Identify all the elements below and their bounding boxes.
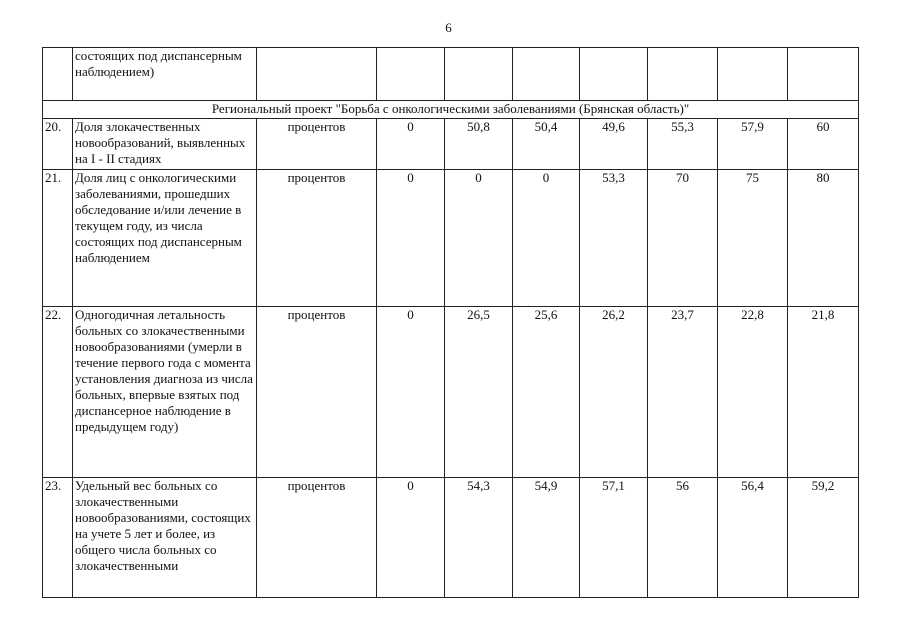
value-cell: [648, 48, 718, 101]
value-cell: 60: [788, 119, 859, 170]
indicator-name: состоящих под диспансерным наблюдением): [73, 48, 257, 101]
indicator-name: Удельный вес больных со злокачественными новообразованиями, состоящих на учете 5 лет и более, из общего числа больных со злокачественными: [73, 478, 257, 598]
value-cell: [718, 48, 788, 101]
indicator-name: Одногодичная летальность больных со злокачественными новообразованиями (умерли в течение первого года с момента установления диагноза из числа больных, впервые взятых под диспансерное наблюдение в предыдущем году): [73, 307, 257, 478]
table-row: [43, 48, 859, 101]
value-cell: [377, 48, 445, 101]
value-cell: [513, 48, 580, 101]
value-cell: 22,8: [718, 307, 788, 478]
row-number: 22.: [43, 307, 73, 478]
table-row: [43, 119, 859, 170]
value-cell: 26,5: [445, 307, 513, 478]
row-number: 20.: [43, 119, 73, 170]
value-cell: 54,3: [445, 478, 513, 598]
page-number: 6: [445, 20, 452, 35]
value-cell: 53,3: [580, 170, 648, 307]
value-cell: 0: [377, 170, 445, 307]
value-cell: 56: [648, 478, 718, 598]
value-cell: [788, 48, 859, 101]
value-cell: 54,9: [513, 478, 580, 598]
unit-cell: процентов: [257, 119, 377, 170]
row-number: 23.: [43, 478, 73, 598]
value-cell: [445, 48, 513, 101]
value-cell: [580, 48, 648, 101]
unit-cell: процентов: [257, 170, 377, 307]
value-cell: 0: [377, 119, 445, 170]
value-cell: 56,4: [718, 478, 788, 598]
value-cell: 59,2: [788, 478, 859, 598]
row-number: [43, 48, 73, 101]
table-row: [43, 170, 859, 307]
unit-cell: процентов: [257, 307, 377, 478]
table-row: [43, 478, 859, 598]
value-cell: 49,6: [580, 119, 648, 170]
value-cell: 0: [513, 170, 580, 307]
value-cell: 57,9: [718, 119, 788, 170]
value-cell: 70: [648, 170, 718, 307]
value-cell: 50,8: [445, 119, 513, 170]
unit-cell: [257, 48, 377, 101]
unit-cell: процентов: [257, 478, 377, 598]
value-cell: 0: [377, 307, 445, 478]
value-cell: 0: [445, 170, 513, 307]
value-cell: 25,6: [513, 307, 580, 478]
row-number: 21.: [43, 170, 73, 307]
indicator-name: Доля злокачественных новообразований, выявленных на I - II стадиях: [73, 119, 257, 170]
section-title: Региональный проект "Борьба с онкологическими заболеваниями (Брянская область)": [43, 101, 859, 119]
value-cell: 21,8: [788, 307, 859, 478]
indicator-name: Доля лиц с онкологическими заболеваниями, прошедших обследование и/или лечение в текущем году, из числа состоящих под диспансерным наблюдением: [73, 170, 257, 307]
value-cell: 23,7: [648, 307, 718, 478]
value-cell: 26,2: [580, 307, 648, 478]
value-cell: 75: [718, 170, 788, 307]
section-row: [43, 101, 859, 119]
value-cell: 50,4: [513, 119, 580, 170]
table-row: [43, 307, 859, 478]
value-cell: 57,1: [580, 478, 648, 598]
indicators-table: [42, 47, 859, 598]
value-cell: 55,3: [648, 119, 718, 170]
value-cell: 0: [377, 478, 445, 598]
value-cell: 80: [788, 170, 859, 307]
